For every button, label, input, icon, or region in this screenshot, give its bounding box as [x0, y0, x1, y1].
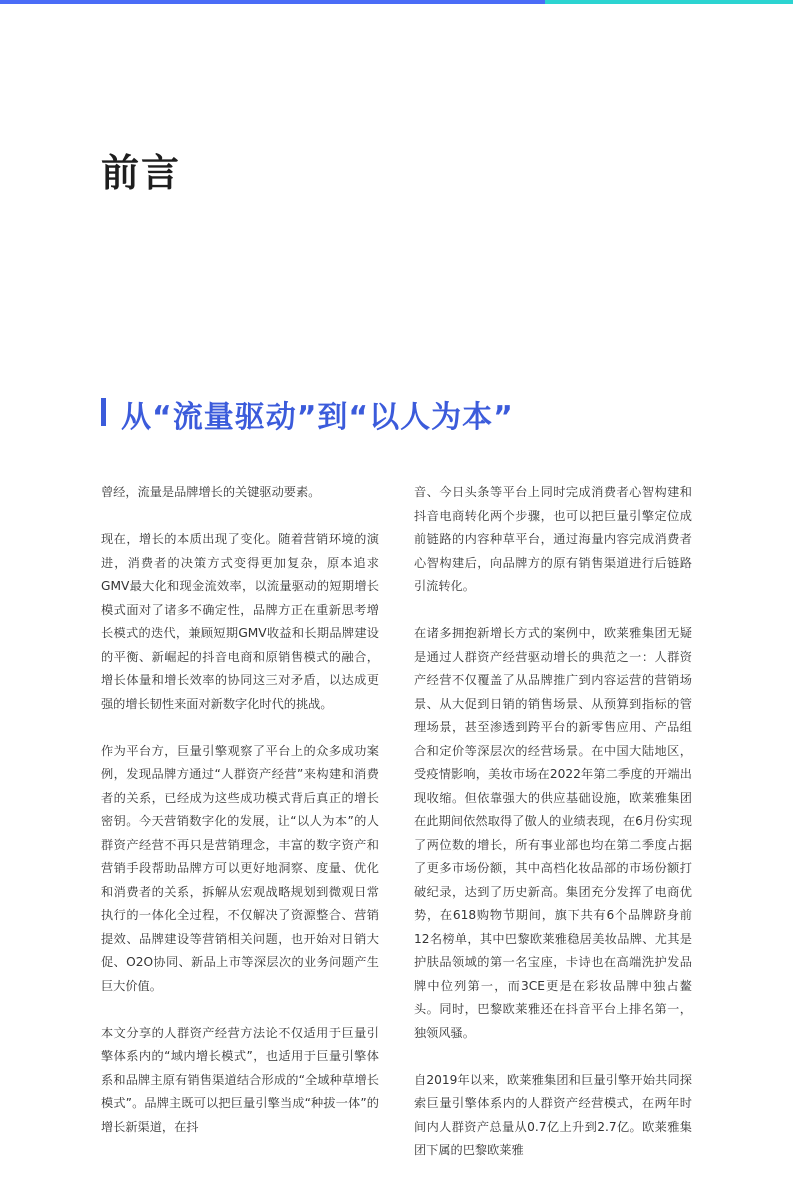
- paragraph: 本文分享的人群资产经营方法论不仅适用于巨量引擎体系内的“域内增长模式”，也适用于巨量引擎体系和品牌主原有销售渠道结合形成的“全域种草增长模式”。品牌主既可以把巨量引擎当成“种拔一体”的增长新渠道，在抖: [101, 1025, 379, 1134]
- paragraph: 曾经，流量是品牌增长的关键驱动要素。: [101, 485, 321, 499]
- right-column: [414, 481, 692, 1186]
- paragraph: 作为平台方，巨量引擎观察了平台上的众多成功案例，发现品牌方通过“人群资产经营”来构建和消费者的关系，已经成为这些成功模式背后真正的增长密钥。今天营销数字化的发展，让“以人为本”的人群资产经营不再只是营销理念，丰富的数字资产和营销手段帮助品牌方可以更好地洞察、度量、优化和消费者的关系，拆解从宏观战略规划到微观日常执行的一体化全过程，不仅解决了资源整合、营销提效、品牌建设等营销相关问题，也开始对日销大促、O2O协同、新品上市等深层次的业务问题产生巨大价值。: [101, 743, 379, 993]
- left-column: [101, 481, 379, 1163]
- paragraph: 在诸多拥抱新增长方式的案例中，欧莱雅集团无疑是通过人群资产经营驱动增长的典范之一：人群资产经营不仅覆盖了从品牌推广到内容运营的营销场景、从大促到日销的销售场景、从预算到指标的管理场景，甚至渗透到跨平台的新零售应用、产品组合和定价等深层次的经营场景。在中国大陆地区，受疫情影响，美妆市场在2022年第二季度的开端出现收缩。但依靠强大的供应基础设施，欧莱雅集团在此期间依然取得了傲人的业绩表现，在6月份实现了两位数的增长，所有事业部也均在第二季度占据了更多市场份额，其中高档化妆品部的市场份额打破纪录，达到了历史新高。集团充分发挥了电商优势，在618购物节期间，旗下共有6个品牌跻身前12名榜单，其中巴黎欧莱雅稳居美妆品牌、尤其是护肤品领域的第一名宝座，卡诗也在高端洗护发品牌中位列第一，而3CE更是在彩妆品牌中独占鳌头。同时，巴黎欧莱雅还在抖音平台上排名第一，独领风骚。: [414, 626, 692, 1040]
- paragraph: 自2019年以来，欧莱雅集团和巨量引擎开始共同探索巨量引擎体系内的人群资产经营模式，在两年时间内人群资产总量从0.7亿上升到2.7亿。欧莱雅集团下属的巴黎欧莱雅: [414, 1072, 692, 1157]
- page-title: 前言: [101, 151, 182, 195]
- top-accent-bar: [0, 0, 545, 4]
- section-title: 从“流量驱动”到“以人为本”: [121, 400, 514, 435]
- top-accent-bar-cyan: [545, 0, 793, 4]
- paragraph: 音、今日头条等平台上同时完成消费者心智构建和抖音电商转化两个步骤，也可以把巨量引擎定位成前链路的内容种草平台，通过海量内容完成消费者心智构建后，向品牌方的原有销售渠道进行后链路引流转化。: [414, 485, 692, 593]
- paragraph: 现在，增长的本质出现了变化。随着营销环境的演进，消费者的决策方式变得更加复杂，原本追求GMV最大化和现金流效率，以流量驱动的短期增长模式面对了诸多不确定性，品牌方正在重新思考增长模式的迭代，兼顾短期GMV收益和长期品牌建设的平衡、新崛起的抖音电商和原销售模式的融合，增长体量和增长效率的协同这三对矛盾，以达成更强的增长韧性来面对新数字化时代的挑战。: [101, 532, 379, 711]
- section-marker: [101, 398, 106, 426]
